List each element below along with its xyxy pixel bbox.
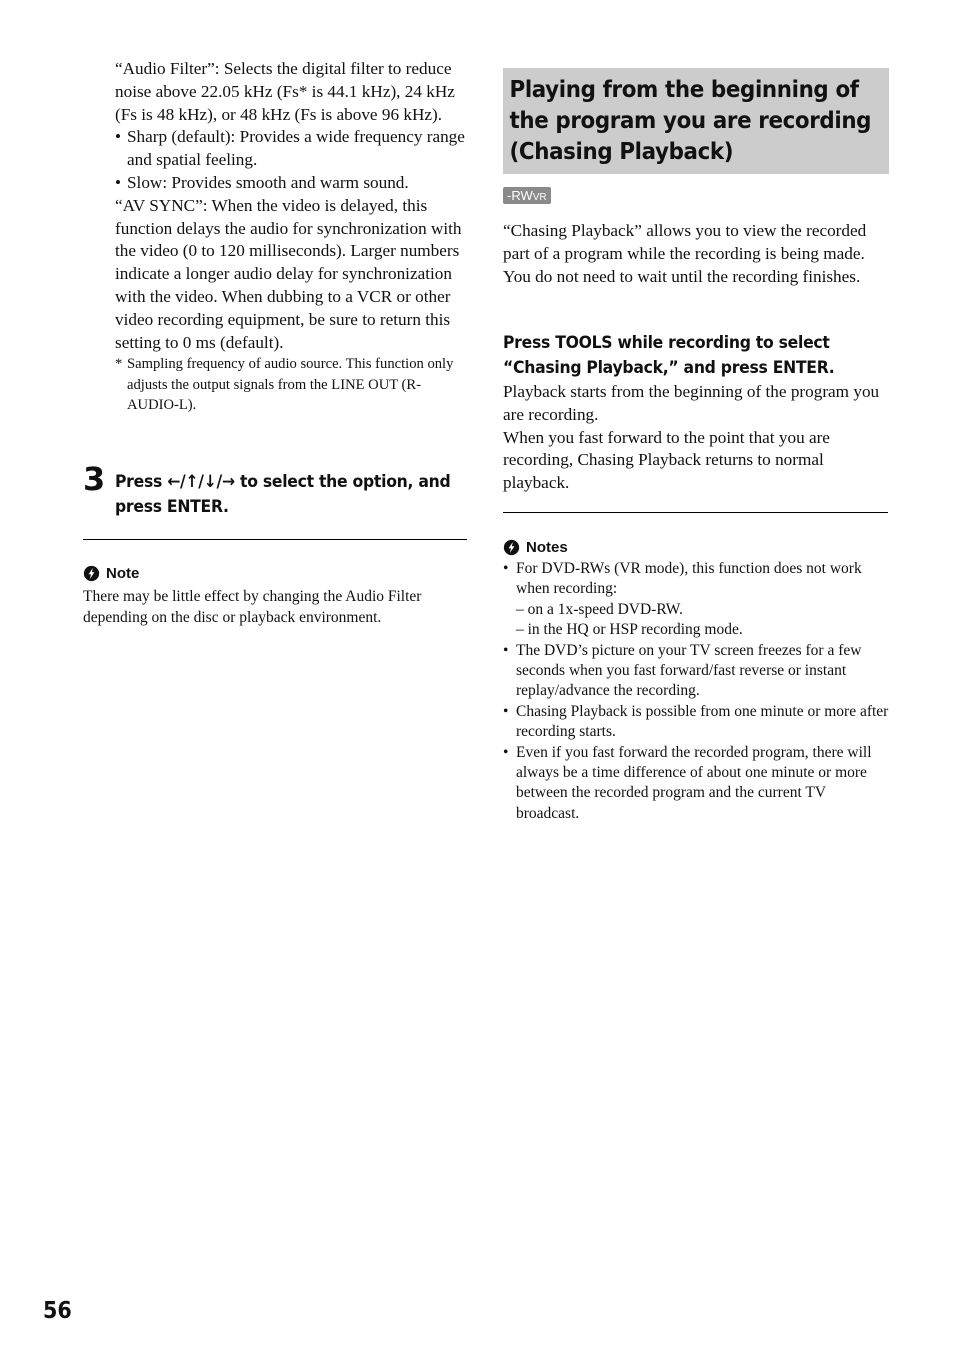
instruction-body-1: Playback starts from the beginning of the program you are recording. <box>503 382 880 424</box>
caution-note-icon <box>503 539 520 556</box>
intro-block <box>503 220 889 288</box>
note-text: There may be little effect by changing the Audio Filter depending on the disc or playback environment. <box>83 588 422 626</box>
note-block <box>83 565 467 628</box>
footnote-marker: * <box>115 356 123 373</box>
note-heading-label: Note <box>106 565 140 582</box>
footnote-text: Sampling frequency of audio source. This function only adjusts the output signals from the LINE OUT (R-AUDIO-L). <box>127 356 454 414</box>
section-title: Playing from the beginning of the program you are recording (Chasing Playback) <box>509 77 872 165</box>
section-title-banner <box>503 68 889 174</box>
list-item <box>503 559 889 641</box>
notes-heading-label: Notes <box>526 539 568 556</box>
step-press-label: Press <box>115 472 168 492</box>
list-item: • Even if you fast forward the recorded program, there will always be a time difference of about one minute or more between the recorded program and the current TV broadcast. <box>503 743 889 825</box>
list-item: • Slow: Provides smooth and warm sound. <box>83 172 467 195</box>
divider <box>503 512 888 513</box>
instruction-body-2: When you fast forward to the point that you are recording, Chasing Playback returns to normal playback. <box>503 427 830 493</box>
page-number: 56 <box>43 1298 72 1324</box>
list-item: • Chasing Playback is possible from one minute or more after recording starts. <box>503 702 889 743</box>
badge-main: -RW <box>507 188 533 203</box>
notes-block <box>503 539 889 824</box>
audio-filter-text: “Audio Filter”: Selects the digital filter to reduce noise above 22.05 kHz (Fs* is 44.1 kHz), 24 kHz (Fs is 48 kHz), or 48 kHz (Fs is above 96 kHz). <box>115 59 455 124</box>
instruction-heading: Press TOOLS while recording to select “Chasing Playback,” and press ENTER. <box>503 333 835 378</box>
step-instruction <box>115 462 465 520</box>
footnote <box>83 354 467 415</box>
list-item: • Sharp (default): Provides a wide frequency range and spatial feeling. <box>83 126 467 172</box>
intro-text: “Chasing Playback” allows you to view the recorded part of a program while the recording is being made. You do not need to wait until the recording finishes. <box>503 221 867 286</box>
step-rest-label: to select the option, and press ENTER. <box>115 472 451 517</box>
badge-sub: VR <box>532 192 547 203</box>
list-item: • The DVD’s picture on your TV screen freezes for a few seconds when you fast forward/fast reverse or instant replay/advance the recording. <box>503 641 889 702</box>
instruction-block <box>503 331 889 495</box>
av-sync-text: “AV SYNC”: When the video is delayed, this function delays the audio for synchronization with the video (0 to 120 milliseconds). Larger numbers indicate a longer audio delay for synchronization with the video. When dubbing to a VCR or other video recording equipment, be sure to return this setting to 0 ms (default). <box>115 195 462 352</box>
caution-note-icon <box>83 565 100 582</box>
notes-heading <box>503 539 889 556</box>
disc-type-badge <box>503 187 551 204</box>
note-subitem: – in the HQ or HSP recording mode. <box>516 621 743 639</box>
divider <box>83 539 467 540</box>
step-3 <box>83 462 467 520</box>
step-number: 3 <box>83 460 106 498</box>
notes-list <box>503 559 889 824</box>
note-subitem: – on a 1x-speed DVD-RW. <box>516 600 683 618</box>
note-item-text: For DVD-RWs (VR mode), this function does not work when recording: <box>516 560 862 598</box>
note-heading <box>83 565 467 582</box>
arrow-keys-icon: ←/↑/↓/→ <box>167 472 235 492</box>
